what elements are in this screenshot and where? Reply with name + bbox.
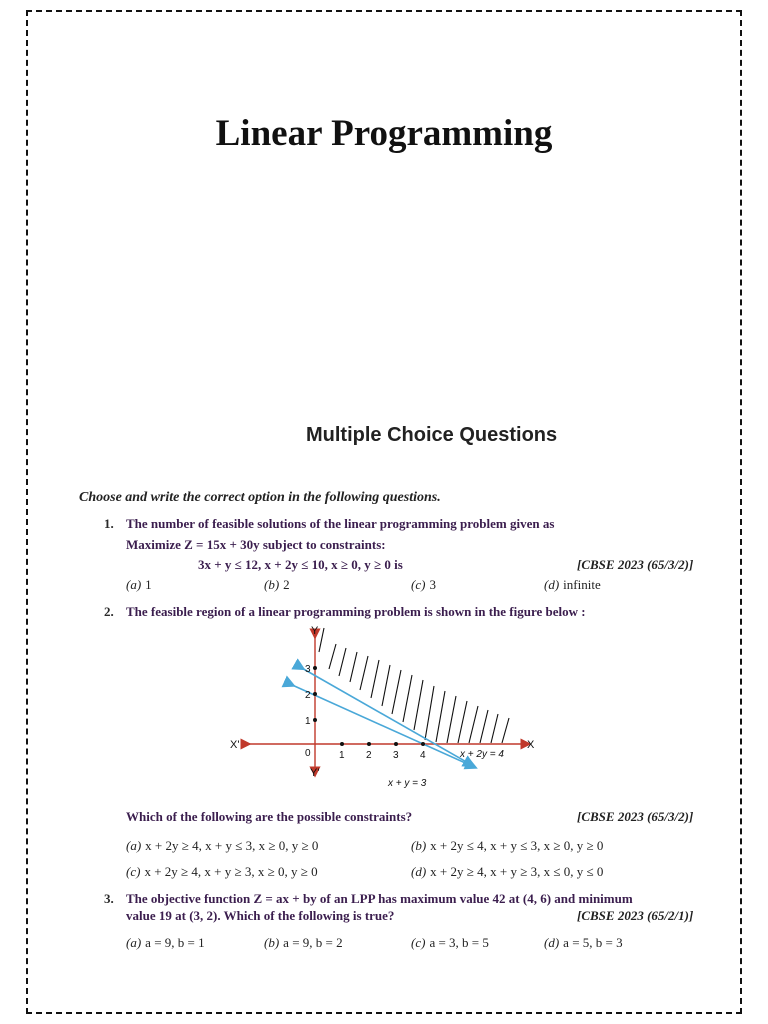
line-x-plus-2y-4 bbox=[290, 684, 472, 766]
option-text: a = 5, b = 3 bbox=[563, 935, 623, 950]
question-2-option-d bbox=[411, 864, 603, 880]
question-3-option-d bbox=[544, 935, 623, 951]
option-text: x + 2y ≥ 4, x + y ≤ 3, x ≥ 0, y ≥ 0 bbox=[145, 838, 319, 853]
y-tick-point bbox=[313, 718, 317, 722]
feasible-region-hatching bbox=[319, 628, 509, 743]
question-2-line1: The feasible region of a linear programming problem is shown in the figure below : bbox=[126, 604, 586, 619]
line-label-x-plus-y-3: x + y = 3 bbox=[388, 778, 427, 789]
option-text: 3 bbox=[429, 577, 436, 592]
question-1-option-c bbox=[411, 577, 436, 593]
option-label: (b) bbox=[264, 577, 280, 592]
question-1-option-a bbox=[126, 577, 152, 593]
question-3-option-b bbox=[264, 935, 343, 951]
instructions: Choose and write the correct option in the following questions. bbox=[79, 490, 441, 505]
option-label: (a) bbox=[126, 838, 142, 853]
question-1-number: 1. bbox=[104, 516, 114, 531]
question-3-line1: The objective function Z = ax + by of an LPP has maximum value 42 at (4, 6) and minimum bbox=[126, 891, 633, 906]
line-label-x-plus-2y-4: x + 2y = 4 bbox=[460, 749, 504, 760]
question-1-constraints: 3x + y ≤ 12, x + 2y ≤ 10, x ≥ 0, y ≥ 0 is bbox=[198, 557, 403, 572]
x-tick-label: 3 bbox=[393, 750, 399, 761]
question-3-source: [CBSE 2023 (65/2/1)] bbox=[577, 908, 694, 923]
option-text: 1 bbox=[145, 577, 152, 592]
axis-label-x-pos: X bbox=[527, 739, 535, 751]
y-tick-label: 1 bbox=[305, 716, 311, 727]
option-label: (d) bbox=[544, 935, 560, 950]
option-label: (d) bbox=[411, 864, 427, 879]
option-text: x + 2y ≤ 4, x + y ≤ 3, x ≥ 0, y ≥ 0 bbox=[430, 838, 604, 853]
question-2-option-b bbox=[411, 838, 603, 854]
question-3-number: 3. bbox=[104, 891, 114, 906]
question-2-number: 2. bbox=[104, 604, 114, 619]
origin-label: 0 bbox=[305, 748, 311, 759]
option-label: (b) bbox=[411, 838, 427, 853]
question-1-option-d bbox=[544, 577, 601, 593]
y-tick-label: 3 bbox=[305, 664, 311, 675]
question-3-option-a bbox=[126, 935, 205, 951]
page-title: Linear Programming bbox=[215, 113, 553, 154]
y-tick-point bbox=[313, 692, 317, 696]
option-label: (a) bbox=[126, 577, 142, 592]
x-tick-label: 1 bbox=[339, 750, 345, 761]
question-1-option-b bbox=[264, 577, 290, 593]
x-tick-label: 2 bbox=[366, 750, 372, 761]
axis-label-y-pos: Y bbox=[311, 625, 319, 637]
y-tick-point bbox=[313, 666, 317, 670]
section-heading: Multiple Choice Questions bbox=[306, 424, 558, 446]
question-2-source: [CBSE 2023 (65/3/2)] bbox=[577, 809, 694, 824]
question-1-source: [CBSE 2023 (65/3/2)] bbox=[577, 557, 694, 572]
x-tick-label: 4 bbox=[420, 750, 426, 761]
question-2-text: Which of the following are the possible constraints? bbox=[126, 809, 413, 824]
question-3-option-c bbox=[411, 935, 489, 951]
option-text: a = 9, b = 2 bbox=[283, 935, 343, 950]
y-tick-label: 2 bbox=[305, 690, 311, 701]
x-tick-point bbox=[421, 742, 425, 746]
question-2-option-c bbox=[126, 864, 318, 880]
option-label: (b) bbox=[264, 935, 280, 950]
option-label: (c) bbox=[411, 577, 426, 592]
option-text: x + 2y ≥ 4, x + y ≥ 3, x ≥ 0, y ≥ 0 bbox=[144, 864, 318, 879]
question-3-line2: value 19 at (3, 2). Which of the following is true? bbox=[126, 908, 395, 923]
option-text: infinite bbox=[563, 577, 601, 592]
question-1-line1: The number of feasible solutions of the linear programming problem given as bbox=[126, 516, 555, 531]
option-text: 2 bbox=[283, 577, 290, 592]
option-label: (d) bbox=[544, 577, 560, 592]
line-x-plus-y-3 bbox=[300, 667, 470, 764]
question-1-line2: Maximize Z = 15x + 30y subject to constraints: bbox=[126, 537, 386, 552]
option-label: (a) bbox=[126, 935, 142, 950]
option-text: a = 3, b = 5 bbox=[429, 935, 489, 950]
x-tick-point bbox=[367, 742, 371, 746]
x-tick-point bbox=[340, 742, 344, 746]
feasible-region-figure bbox=[226, 624, 546, 792]
option-label: (c) bbox=[411, 935, 426, 950]
option-text: a = 9, b = 1 bbox=[145, 935, 205, 950]
question-2-option-a bbox=[126, 838, 318, 854]
axis-label-y-neg: Y' bbox=[310, 767, 320, 779]
axis-label-x-neg: X' bbox=[230, 739, 240, 751]
x-tick-point bbox=[394, 742, 398, 746]
option-label: (c) bbox=[126, 864, 141, 879]
option-text: x + 2y ≥ 4, x + y ≥ 3, x ≤ 0, y ≤ 0 bbox=[430, 864, 604, 879]
